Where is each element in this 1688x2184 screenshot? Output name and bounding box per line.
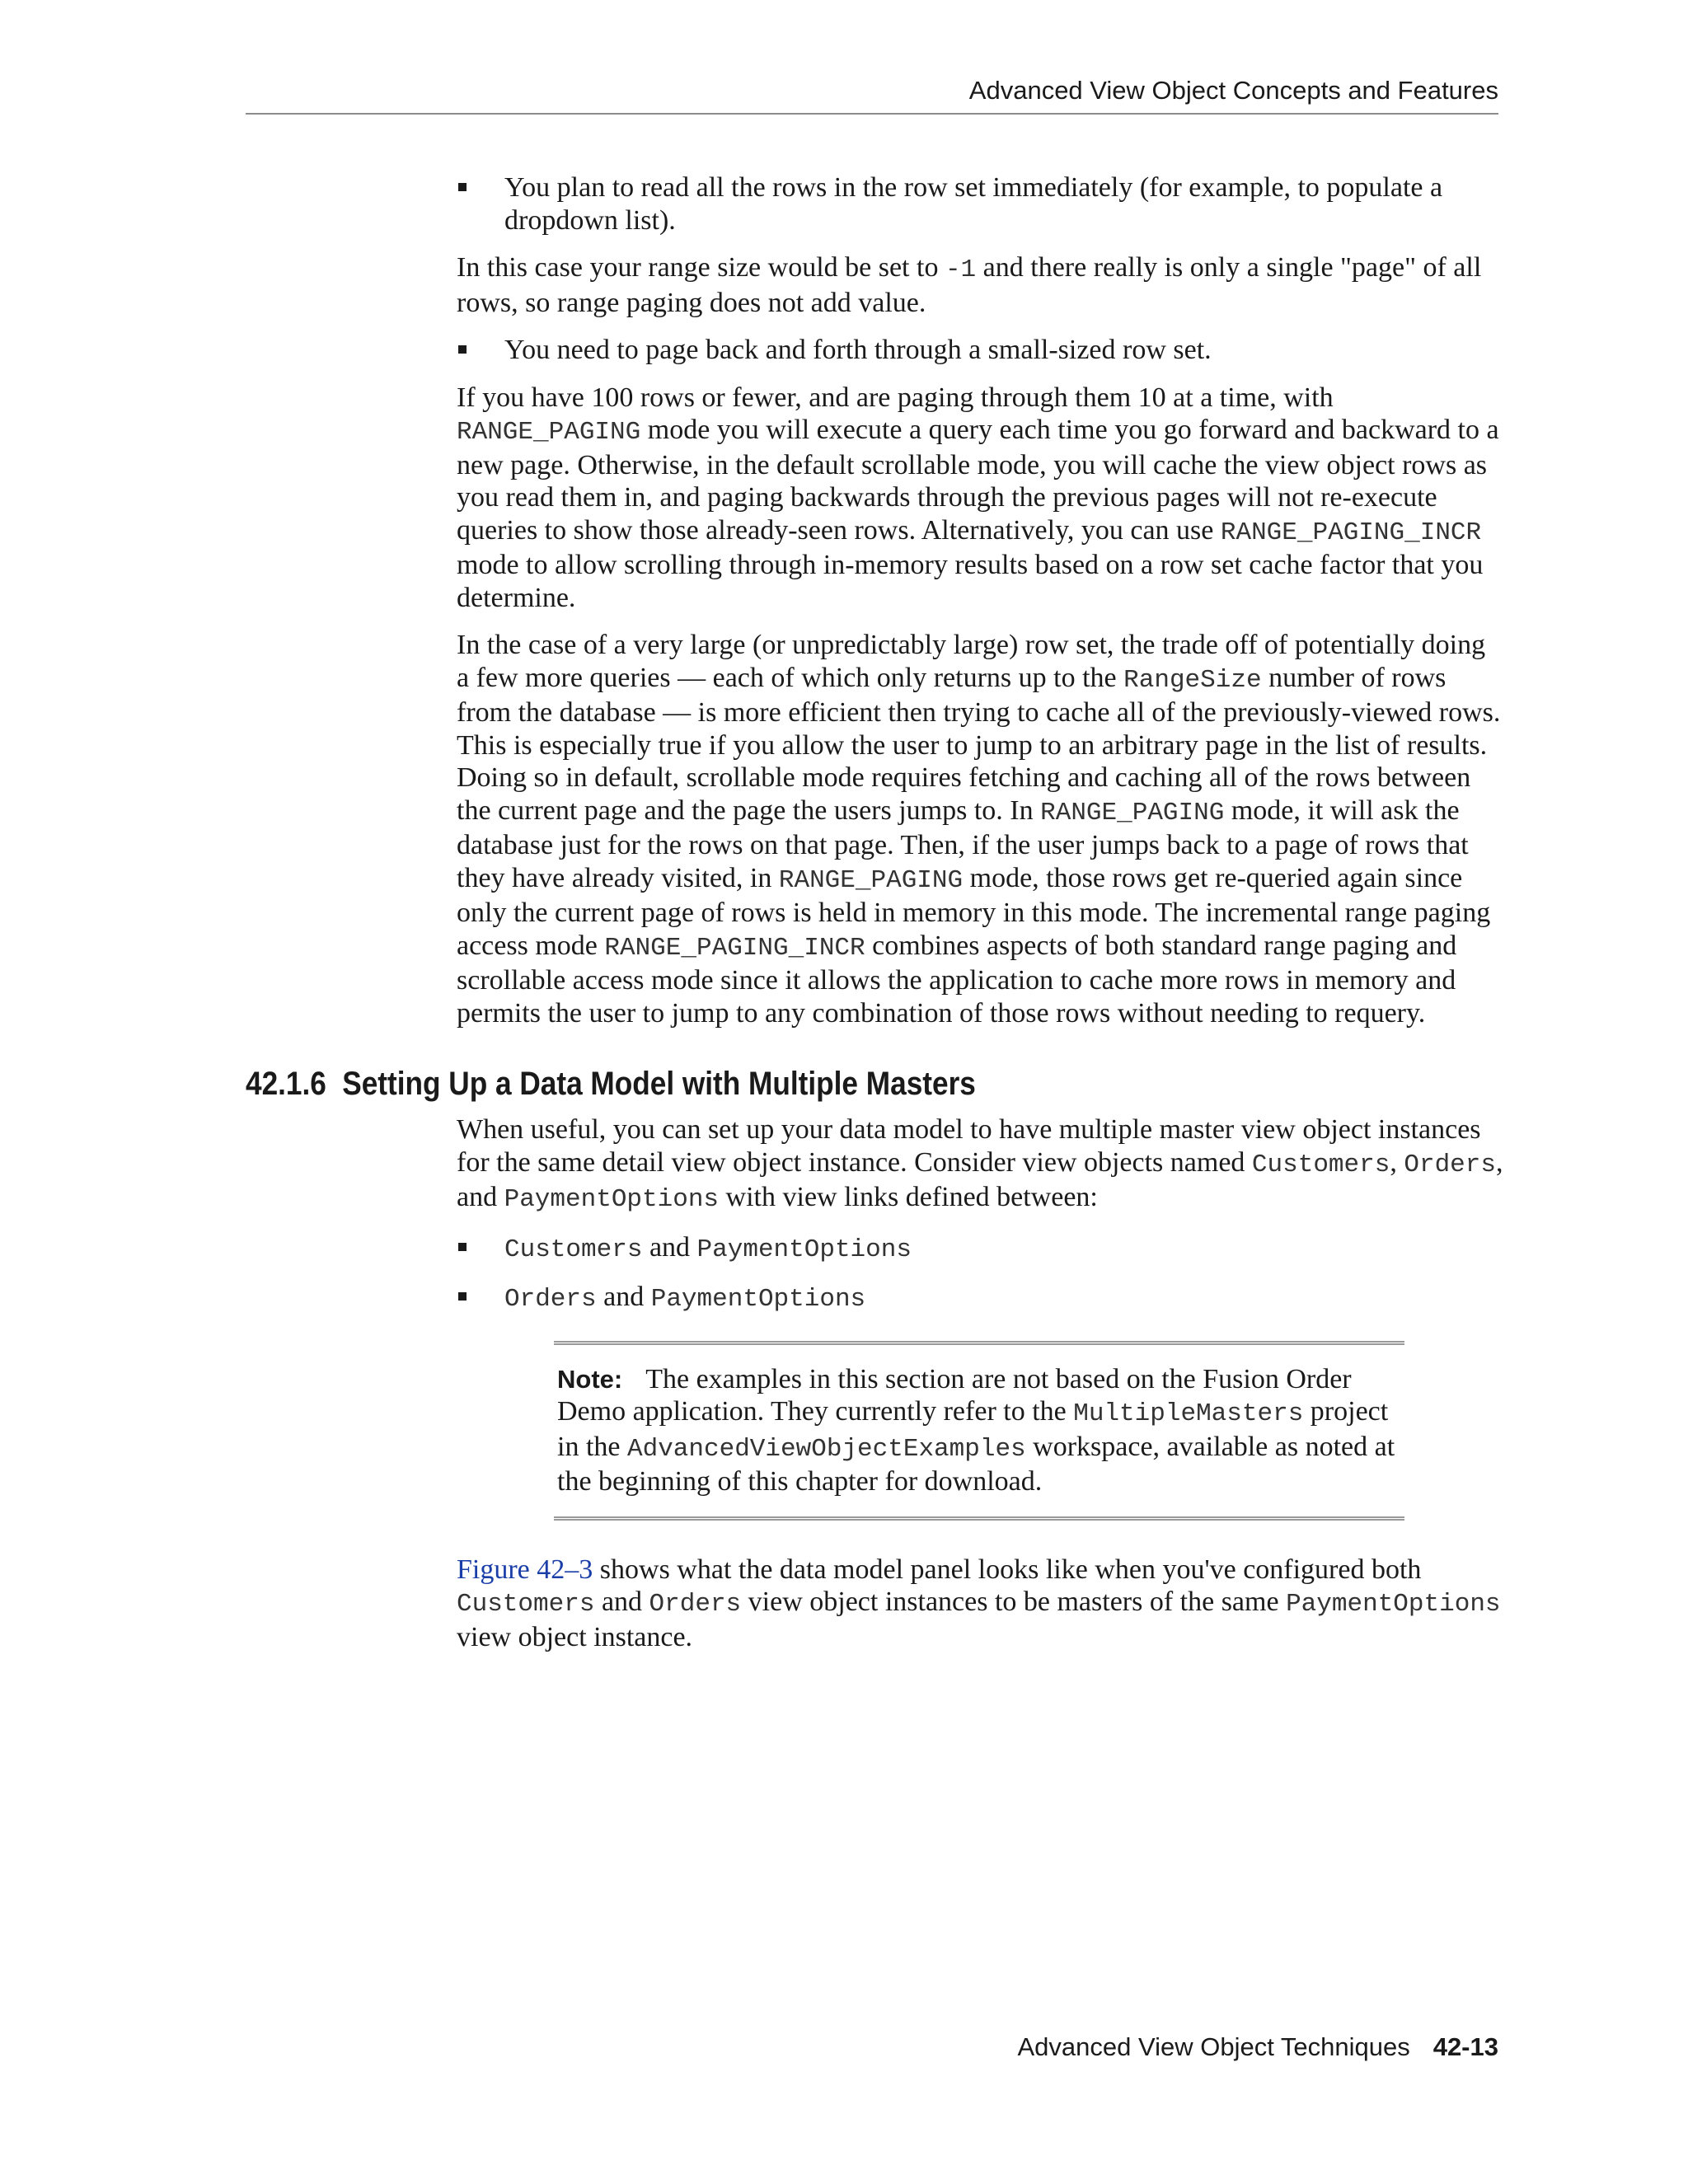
page-body [246, 171, 1503, 1653]
paragraph-multiple-masters-intro: When useful, you can set up your data model to have multiple master view object instances for the same detail view object instance. Consider view objects named Customers, Orders, and PaymentOptions with view links defined between: [457, 1114, 1503, 1214]
paragraph-large-row-set: In the case of a very large (or unpredictably large) row set, the trade off of potentially doing a few more queries — each of which only returns up to the RangeSize number of rows from the database — is more efficient then trying to cache all of the previously-viewed rows. This is especially true if you allow the user to jump to an arbitrary page in the list of results. Doing so in default, scrollable mode requires fetching and caching all of the rows between the current page and the page the users jumps to. In RANGE_PAGING mode, it will ask the database just for the rows on that page. Then, if the user jumps back to a page of rows that they have already visited, in RANGE_PAGING mode, those rows get re-queried again since only the current page of rows is held in memory in this mode. The incremental range paging access mode RANGE_PAGING_INCR combines aspects of both standard range paging and scrollable access mode since it allows the application to cache more rows in memory and permits the user to jump to any combination of those rows without needing to requery. [457, 630, 1501, 1029]
bullet-page-back-forth: You need to page back and forth through a small-sized row set. [457, 334, 1503, 367]
page-footer [246, 2029, 1498, 2065]
footer-book-title: Advanced View Object Techniques [1017, 2032, 1410, 2061]
note-box [554, 1341, 1404, 1521]
bullet-read-all-rows-detail: In this case your range size would be set to -1 and there really is only a single "page" of all rows, so range paging does not add value. [457, 252, 1482, 318]
square-bullet-icon [458, 345, 467, 354]
running-header: Advanced View Object Concepts and Features [968, 76, 1498, 105]
square-bullet-icon [458, 1243, 467, 1251]
list-item-orders-paymentoptions: Orders and PaymentOptions [457, 1281, 1503, 1316]
note-text: Note: The examples in this section are not based on the Fusion Order Demo application. They currently refer to the MultipleMasters project in the AdvancedViewObjectExamples workspace, available as noted at the beginning of this chapter for download. [557, 1363, 1395, 1497]
paragraph-figure-reference: Figure 42–3 shows what the data model panel looks like when you've configured both Customers and Orders view object instances to be masters of the same PaymentOptions view object instance. [457, 1554, 1501, 1652]
bullet-read-all-rows: You plan to read all the rows in the row set immediately (for example, to populate a dropdown list). [457, 171, 1503, 237]
list-item-customers-paymentoptions: Customers and PaymentOptions [457, 1231, 1503, 1267]
page-number: 42-13 [1432, 2032, 1498, 2061]
figure-link[interactable]: Figure 42–3 [457, 1554, 593, 1585]
square-bullet-icon [458, 1292, 467, 1301]
header-rule [246, 113, 1498, 115]
square-bullet-icon [458, 183, 467, 191]
note-label: Note: [557, 1364, 623, 1394]
bullet-page-back-forth-detail: If you have 100 rows or fewer, and are paging through them 10 at a time, with RANGE_PAGING mode you will execute a query each time you go forward and backward to a new page. Otherwise, in the default scrollable mode, you will cache the view object rows as you read them in, and paging backwards through the previous pages will not re-execute queries to show those already-seen rows. Alternatively, you can use RANGE_PAGING_INCR mode to allow scrolling through in-memory results based on a row set cache factor that you determine. [457, 382, 1499, 613]
section-heading: 42.1.6 Setting Up a Data Model with Multiple Masters [246, 1066, 976, 1102]
